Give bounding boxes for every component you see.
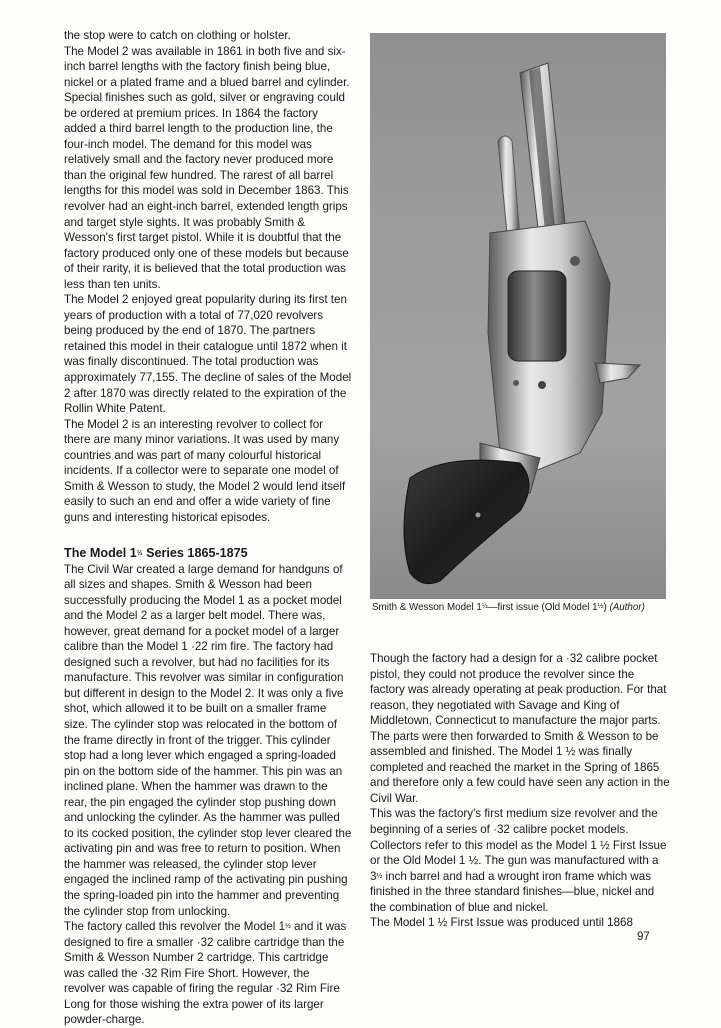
photo-caption bbox=[372, 601, 672, 614]
right-text-column bbox=[370, 651, 670, 931]
paragraph: The Model 2 enjoyed great popularity during its first ten years of production with a total of 77,020 revolvers being produced by the end of 1870. The partners retained this model in their catalogue until 1872 when it was finally discontinued. The total production was approximately 77,155. The decline of sales of the Model 2 after 1870 was directly related to the expiration of the Rollin White Patent. bbox=[64, 293, 352, 416]
fraction: ½ bbox=[376, 872, 383, 880]
paragraph: The Civil War created a large demand for handguns of all sizes and shapes. Smith & Wesson had been successfully producing the Model 1 as a pocket model and the Model 2 as a larger belt model. There was, however, great demand for a pocket model of a larger calibre than the Model 1 ·22 rim fire. The factory had designed such a revolver, but had no facilities for its manufacture. This revolver was similar in configuration but different in design to the Model 2. It was only a five shot, which allowed it to be built on a smaller frame size. The cylinder stop was relocated in the bottom of the frame directly in front of the trigger. This cylinder stop had a long lever which engaged a spring-loaded pin on the bottom side of the hammer. This pin was an inclined plane. When the hammer was drawn to the rear, the pin engaged the cylinder stop pushing down and unlocking the cylinder. As the hammer was pulled to its cocked position, the cylinder stop lever cleared the activating pin and was free to return to position. When the hammer was released, the cylinder stop lever engaged the inclined ramp of the activating pin pushing the spring-loaded pin into the hammer and preventing the cylinder stop from unlocking. bbox=[64, 562, 352, 918]
paragraph-text-rest: inch barrel and had a wrought iron frame which was finished in the three standard finishes—blue, nickel and the combination of blue and nickel. bbox=[370, 869, 655, 914]
paragraph-text: The factory called this revolver the Model 1 bbox=[64, 920, 286, 934]
caption-text: —first issue (Old Model 1 bbox=[487, 602, 598, 613]
heading-fraction: ½ bbox=[136, 549, 143, 557]
heading-text: The Model 1 bbox=[64, 545, 137, 560]
page-number: 97 bbox=[637, 931, 650, 943]
paragraph bbox=[370, 806, 670, 915]
caption-fraction: ½ bbox=[597, 603, 604, 610]
caption-credit: (Author) bbox=[609, 602, 645, 613]
revolver-photo bbox=[370, 33, 666, 599]
revolver-illustration bbox=[370, 33, 666, 599]
heading-text-rest: Series 1865-1875 bbox=[142, 545, 248, 560]
paragraph: Though the factory had a design for a ·32 calibre pocket pistol, they could not produce the revolver since the factory was already operating at peak production. For that reason, they negotiated with Savage and King of Middletown, Connecticut to manufacture the major parts. The parts were then forwarded to Smith & Wesson to be assembled and finished. The Model 1 ½ was finally completed and reached the market in the Spring of 1865 and therefore only a few could have seen any action in the Civil War. bbox=[370, 652, 670, 805]
paragraph: The Model 2 was available in 1861 in both five and six-inch barrel lengths with the factory finish being blue, nickel or a plated frame and a blued barrel and cylinder. Special finishes such as gold, silver or engraving could be ordered at premium prices. In 1864 the factory added a third barrel length to the production line, the four-inch model. The demand for this model was relatively small and the factory never produced more than the original few hundred. The rarest of all barrel lengths for this model was sold in December 1863. This revolver had an eight-inch barrel, extended length grips and target style sights. It was probably Smith & Wesson's first target pistol. While it is doubtful that the factory produced only one of these models but because of their rarity, it is believed that the total production was less than ten units. bbox=[64, 44, 350, 291]
paragraph: The Model 1 ½ First Issue was produced until 1868 bbox=[370, 916, 633, 930]
fraction: ½ bbox=[285, 923, 291, 931]
paragraph-text: This was the factory's first medium size revolver and the beginning of a series of ·32 calibre pocket models. Collectors refer to this model as the Model 1 ½ First Issue or the Old Model 1 ½. The gun was manufactured with a 3 bbox=[370, 807, 667, 883]
left-text-column bbox=[64, 28, 352, 1028]
caption-text: Smith & Wesson Model 1 bbox=[372, 602, 482, 613]
paragraph bbox=[64, 919, 352, 1028]
caption-fraction: ½ bbox=[481, 603, 488, 610]
paragraph: the stop were to catch on clothing or holster. bbox=[64, 29, 291, 42]
caption-text: ) bbox=[603, 602, 610, 613]
section-gap bbox=[64, 526, 352, 545]
paragraph: The Model 2 is an interesting revolver to collect for there are many minor variations. It was used by many countries and was part of many colourful historical incidents. If a collector were to separate one model of Smith & Wesson to study, the Model 2 would lend itself easily to such an end and offer a wide variety of fine guns and interesting historical episodes. bbox=[64, 417, 346, 524]
section-heading bbox=[64, 545, 352, 562]
paragraph-text-rest: and it was designed to fire a smaller ·32 calibre cartridge than the Smith & Wesson Number 2 cartridge. This cartridge was called the ·32 Rim Fire Short. However, the revolver was capable of firing the regular ·32 Rim Fire Long for those wishing the extra power of its larger powder-charge. bbox=[64, 920, 347, 1027]
